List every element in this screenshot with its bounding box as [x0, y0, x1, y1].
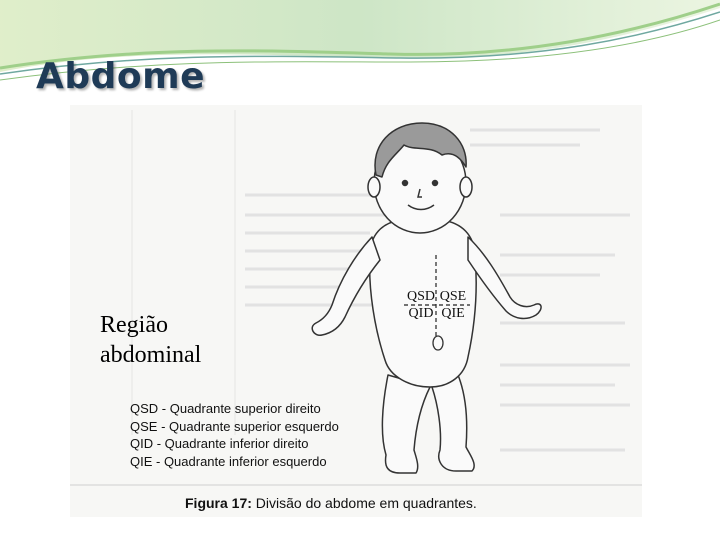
legend-item-qid: QID - Quadrante inferior direito: [130, 436, 309, 451]
quadrant-labels: [405, 288, 469, 322]
slide-title: Abdome: [36, 56, 206, 97]
caption-label: Figura 17:: [185, 495, 252, 511]
quadrant-qid: QID: [408, 306, 434, 321]
quadrant-legend: [130, 400, 380, 470]
caption-text: Divisão do abdome em quadrantes.: [251, 495, 477, 511]
quadrant-qie: QIE: [441, 306, 465, 321]
legend-item-qse: QSE - Quadrante superior esquerdo: [130, 418, 339, 434]
quadrant-qsd: QSD: [406, 289, 435, 304]
legend-item-qie: QIE - Quadrante inferior esquerdo: [130, 453, 327, 469]
quadrant-qse: QSE: [439, 289, 467, 304]
figure-caption: [185, 495, 605, 511]
side-label: Região abdominal: [100, 312, 202, 368]
legend-item-qsd: QSD - Quadrante superior direito: [130, 401, 321, 416]
